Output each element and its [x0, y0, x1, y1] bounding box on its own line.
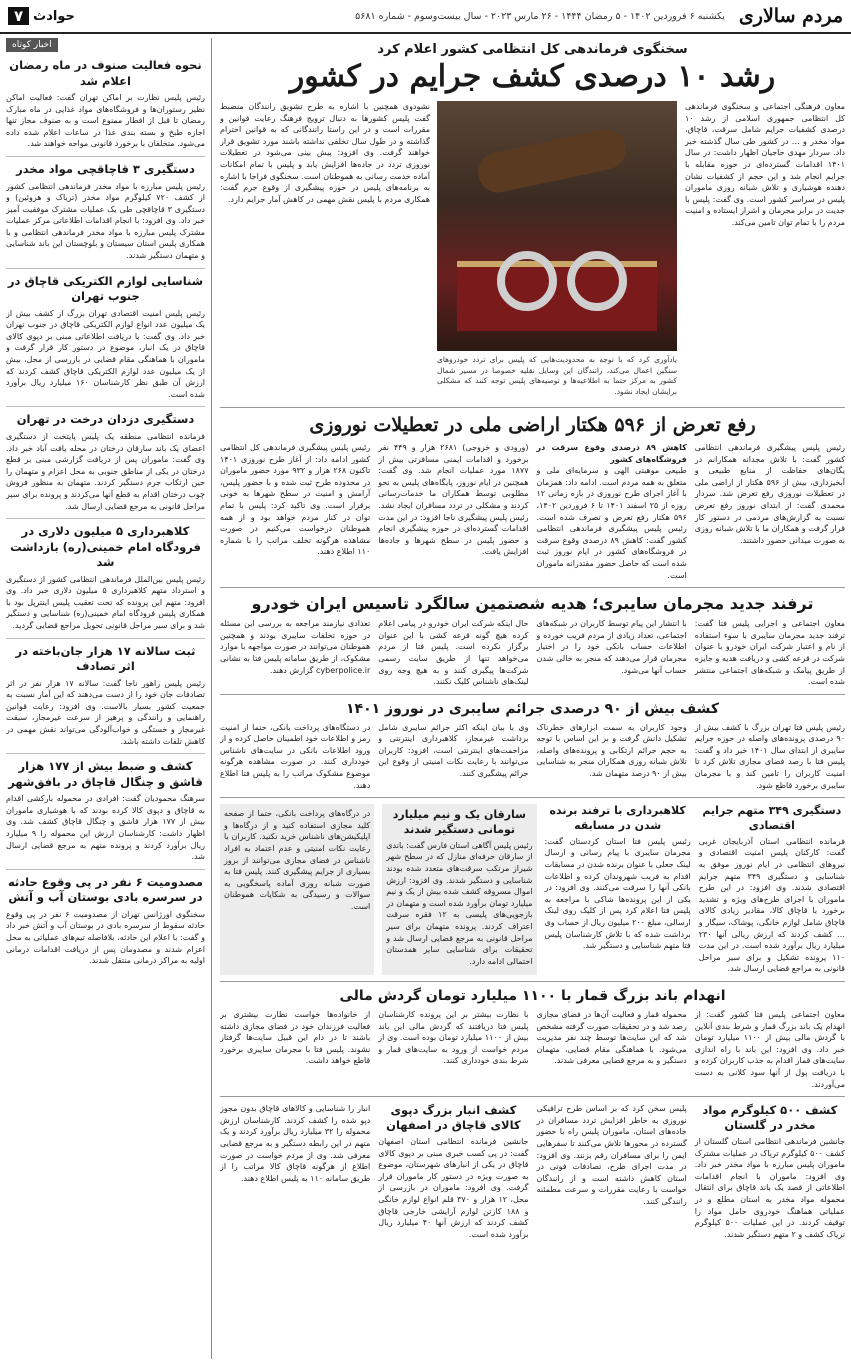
gambling-article	[220, 1009, 845, 1090]
grid-item	[382, 804, 536, 975]
grid-item	[220, 804, 374, 975]
grid-item	[545, 804, 691, 975]
section-label	[8, 7, 75, 25]
crime90-column: در دستگاه‌های پرداخت بانکی، حتما از امنیت رمز و اطلاعات خود اطمینان حاصل کرده و از ورود اطلاعات بانکی در سایت‌های ناشناس خودداری کنند. در صورت مشاهده هرگونه موضوع مشکوک مراتب را به پلیس فتا اطلاع دهند.	[220, 722, 371, 790]
divider	[6, 518, 205, 519]
land-article	[220, 442, 845, 581]
sidebar-item-title: کلاهبرداری ۵ میلیون دلاری در فرودگاه امام خمینی(ره) بازداشت شد	[10, 524, 201, 570]
grid-item-body: فرمانده انتظامی استان آذربایجان غربی گفت: کارکنان پلیس امنیت اقتصادی و نیروهای انتظامی در ایام نوروز موفق به شناسایی و دستگیری ۳۴۹ متهم جرایم اقتصادی شدند. وی افزود: در این طرح ماموران با اجرای طرح‌های ویژه و تشدید برخورد با قاچاق کالا، مقادیر زیادی کالای قاچاق شامل لوازم خانگی، پوشاک، سیگار و … کشف کردند که ارزش ریالی آنها ۲۳۰ میلیارد ریال برآورد شده است. در این مدت ۱۱۰ پرونده تشکیل و برای سیر مراحل قانونی به مراجع قضایی ارسال شد.	[698, 836, 845, 974]
grid-item	[699, 804, 845, 975]
book-icon	[457, 261, 657, 331]
gavel-icon	[474, 126, 629, 196]
gambling-column: با نظارت بیشتر بر این پرونده کارشناسان پلیس فتا دریافتند که گردش مالی این باند بیش از ۱۱۰۰ میلیارد تومان بوده است. وی از مردم خواست از ورود به سایت‌های قمار و شرط بندی خودداری کنند.	[378, 1009, 529, 1066]
sidebar-item-title: مصدومیت ۶ نفر در پی وقوع حادثه در سرسره بادی بوستان آب و آتش	[7, 874, 204, 905]
sidebar-item-title: ثبت سالانه ۱۷ هزار جان‌باخته در اثر تصادف	[15, 643, 196, 674]
main-content	[220, 38, 845, 1359]
crime90-column: رئیس پلیس فتا تهران بزرگ با کشف بیش از ۹۰ درصدی پرونده‌های واصله در حوزه جرایم سایبری از ابتدای سال ۱۴۰۱ خبر داد و گفت: پلیس فتا با رصد فضای مجازی تلاش کرد تا امنیت کاربران را تامین کند و با مجرمان سایبری برخورد قاطع شود.	[694, 722, 845, 790]
lead-column-1: معاون فرهنگی اجتماعی و سخنگوی فرماندهی کل انتظامی جمهوری اسلامی از رشد ۱۰ درصدی کشفیات جرایم شامل سرقت، قاچاق، مواد مخدر و … در کشور طی سال گذشته خبر داد. سردار مهدی حاجیان اظهار داشت: در سال ۱۴۰۱ اقدامات گسترده‌ای در حوزه مقابله با جرایم انجام شد و این حجم از کشفیات نشان دهنده هوشیاری و تلاش شبانه روزی ماموران پلیس در سراسر کشور است. وی گفت: پلیس با جدیت در برابر مجرمان و اشرار ایستاده و امنیت مردم را با تمام توان تامین می‌کند.	[685, 102, 845, 227]
short-news-grid	[220, 804, 845, 975]
bottom-item-title: کشف ۵۰۰ کیلوگرم مواد مخدر در گلستان	[702, 1103, 838, 1133]
sidebar-item-body: رئیس پلیس نظارت بر اماکن تهران گفت: فعالیت اماکن نظیر رستوران‌ها و فروشگاه‌های مواد غذایی در ماه مبارک رمضان تا قبل از افطار ممنوع است و به صنوف مجاز تنها اجازه طبخ و بسته بندی غذا در ساعات اعلام شده داده می‌شود. متخلفان با برخورد قانونی مواجه خواهند شد.	[6, 93, 205, 149]
land-subhead: کاهش ۸۹ درصدی وقوع سرقت در فروشگاه‌های کشور	[536, 443, 687, 464]
bottom-item	[378, 1103, 528, 1240]
sidebar-item	[6, 162, 205, 262]
divider	[220, 1096, 845, 1097]
cyber-headline: ترفند جدید مجرمان سایبری؛ هدیه شصتمین سالگرد تاسیس ایران خودرو	[251, 594, 814, 614]
lead-column-3: نشودوی همچنین با اشاره به طرح تشویق رانندگان منضبط گفت پلیس کشورها به دنبال ترویج فرهنگ رعایت قوانین و مقررات است و در این راستا رانندگانی که به قوانین احترام گذاشته و در طول سال تخلفی نداشته باشند مورد تشویق قرار خواهند گرفت. وی افزود: پیش بینی می‌شود در تعطیلات نوروزی تردد در جاده‌ها افزایش یابد و پلیس با تمام امکانات آماده خدمت رسانی به هموطنان است. سخنگوی فراجا با اشاره به برنامه‌های پلیس در حوزه پیشگیری از وقوع جرم گفت: همکاری مردم با پلیس نقش مهمی در کاهش آمار جرایم دارد.	[220, 102, 430, 204]
bottom-news-row	[220, 1103, 845, 1240]
crime90-article	[220, 722, 845, 792]
sidebar-item	[6, 58, 205, 150]
sidebar-item-body: سرهنگ محمودیان گفت: افرادی در محموله بارکشی اقدام به قاچاق و دپوی کالا کرده بودند که با هوشیاری ماموران بیش از ۱۷۷ هزار قاشق و چنگال قاچاق کشف شد. وی اظهار داشت: کارشناسان ارزش این محموله را ۹ میلیارد ریال برآورد کردند و پرونده متهم به مرجع قضایی ارسال شد.	[6, 794, 205, 862]
page-number: ۷	[8, 7, 29, 25]
divider	[6, 638, 205, 639]
divider	[6, 753, 205, 754]
sidebar-item-body: رئیس پلیس امنیت اقتصادی تهران بزرگ از کشف بیش از یک میلیون عدد انواع لوازم الکتریکی قاچاق در جنوب تهران خبر داد. وی گفت: با دریافت اطلاعاتی مبنی بر دپوی کالای قاچاق در یک انبار، موضوع در دستور کار قرار گرفت و ماموران با هماهنگی مقام قضایی در بازرسی از محل، بیش از یک میلیون عدد لوازم الکتریکی قاچاق کشف کردند که ارزش آن طبق نظر کارشناسان ۱۶۰ میلیارد ریال برآورد شده است.	[6, 308, 205, 399]
sidebar-item-title: شناسایی لوازم الکتریکی قاچاق در جنوب تهران	[7, 273, 204, 304]
sidebar-item-body: فرمانده انتظامی منطقه یک پلیس پایتخت از دستگیری اعضای یک باند سارقان درختان در محله یافت آباد خبر داد. وی گفت: ماموران پس از دریافت گزارشی مبنی بر قطع درختان در یکی از مناطق جنوبی به محل اعزام و متهمان را حین ارتکاب جرم دستگیر کردند. متهمان به منظور فروش چوب درختان اقدام به قطع آنها می‌کردند و پرونده برای سیر مراحل قانونی به مرجع قضایی ارسال شد.	[6, 431, 205, 511]
crime90-column: وی با بیان اینکه اکثر جرائم سایبری شامل برداشت غیرمجاز، کلاهبرداری اینترنتی و مزاحمت‌های اینترنتی است، افزود: کاربران می‌توانند با رعایت نکات امنیتی از وقوع این جرائم پیشگیری کنند.	[378, 722, 529, 779]
lead-kicker: سخنگوی فرماندهی کل انتظامی کشور اعلام کرد	[377, 42, 688, 57]
divider	[6, 156, 205, 157]
sidebar-item-body: رئیس پلیس مبارزه با مواد مخدر فرماندهی انتظامی کشور از کشف ۷۲۰ کیلوگرم مواد مخدر (تریاک و هروئین) و دستگیری ۳ قاچاقچی طی یک عملیات مشترک موفقیت آمیز خبر داد. وی افزود: با انجام اقدامات اطلاعاتی مرکز عملیات مشترک پلیس مبارزه با مواد مخدر فرماندهی انتظامی و با همکاری پلیس استان سیستان و بلوچستان این باند شناسایی و متهمان دستگیر شدند.	[6, 181, 205, 261]
lead-article	[220, 101, 845, 401]
bottom-item	[537, 1103, 687, 1240]
land-column: (ورودی و خروجی) ۲۶۸۱ هزار و ۴۴۹ نفر برخورد و اقدامات ایمنی مسافرتی بیش از ۱۸۷۷ مورد عملیات انجام شد. وی گفت: همچنین در ایام نوروز، پایگاه‌های پلیس به نحو مطلوبی توسط همکاران ما خدمات‌رسانی کردند و مشکلی در تردد مسافران ایجاد نشد. رئیس پلیس پیشگیری ناجا افزود: در این مدت اقدامات گسترده‌ای در حوزه پیشگیری انجام و حضور پلیس در سطح شهرها و جاده‌ها افزایش یافت.	[378, 443, 529, 557]
cyber-column: تعدادی نیازمند مراجعه به بررسی این مسئله در حوزه تخلفات سایبری بودند و همچنین هموطنان می‌توانند در صورت مواجهه با موارد مشکوک، از طریق سامانه پلیس فتا به نشانی cyberpolice.ir گزارش دهند.	[220, 619, 371, 675]
lead-headline: رشد ۱۰ درصدی کشف جرایم در کشور	[289, 59, 776, 94]
gambling-column: محموله قمار و فعالیت آن‌ها در فضای مجازی رصد شد و در تحقیقات صورت گرفته مشخص شد که این سایت‌ها توسط چند نفر مدیریت می‌شود. با هماهنگی مقام قضایی، متهمان دستگیر و به مرجع قضایی معرفی شدند.	[536, 1009, 687, 1066]
sidebar-item	[6, 274, 205, 401]
divider	[220, 407, 845, 408]
land-column: رئیس پلیس پیشگیری فرماندهی انتظامی کشور گفت: با تلاش مجدانه همکارانم در یگان‌های حفاظت از منابع طبیعی و آبخیزداری، بیش از ۵۹۶ هکتار از اراضی ملی در تعطیلات نوروزی رفع تعرض شد. سردار محمدی گفت: از ابتدای نوروز رفع تعرض نسبت به گزارش‌های مردمی در دستور کار قرار گرفت و همکاران ما با تلاش شبانه روزی به صورت میدانی حضور داشتند.	[694, 443, 845, 545]
sidebar-item-title: نحوه فعالیت صنوف در ماه رمضان اعلام شد	[9, 58, 202, 88]
divider	[220, 587, 845, 588]
cyber-column: معاون اجتماعی و اجرایی پلیس فتا گفت: ترفند جدید مجرمان سایبری با سوء استفاده از نام و اعتبار شرکت ایران خودرو با عنوان شرکت در قرعه کشی و دریافت هدیه و جایزه از طریق پیامک و شبکه‌های اجتماعی منتشر شده است.	[694, 619, 845, 687]
gambling-column: از خانواده‌ها خواست نظارت بیشتری بر فعالیت فرزندان خود در فضای مجازی داشته باشند تا در دام این قبیل سایت‌ها گرفتار نشوند. پلیس فتا با مجرمان سایبری برخورد قاطع خواهد داشت.	[220, 1009, 371, 1066]
divider	[220, 694, 845, 695]
bottom-item	[695, 1103, 845, 1240]
sidebar-item	[6, 875, 205, 967]
bottom-item-body: پلیس سخن کرد که بر اساس طرح ترافیکی نوروزی به خاطر افزایش تردد مسافران در جاده‌های استان، ماموران پلیس راه با حضور گسترده در محورها تلاش می‌کنند تا سفرهایی ایمن را برای مسافران رقم بزنند. وی افزود: در مدت اجرای طرح، تصادفات فوتی در استان کاهش داشته است و از رانندگان خواست با رعایت مقررات و سرعت مطمئنه رانندگی کنند.	[536, 1104, 687, 1206]
divider	[6, 869, 205, 870]
section-name: حوادث	[33, 8, 75, 24]
sidebar-item-title: دستگیری دزدان درخت در تهران	[16, 412, 195, 427]
grid-item-body: در درگاه‌های پرداخت بانکی، حتما از صفحه کلید مجازی استفاده کنید و از درگاه‌ها و اپلیکیشن‌های ناشناس خرید نکنید. کاربران با رعایت نکات امنیتی و عدم اعتماد به افراد ناشناس در فضای مجازی می‌توانند از بروز بسیاری از جرایم پیشگیری کنند. پلیس فتا به صورت شبانه روزی آماده پاسخگویی به سوالات و رسیدگی به شکایات هموطنان است.	[224, 809, 371, 911]
sidebar-item-body: رئیس پلیس راهور ناجا گفت: سالانه ۱۷ هزار نفر در اثر تصادفات جان خود را از دست می‌دهند که این آمار نسبت به جمعیت کشور بسیار بالاست. وی افزود: رعایت قوانین راهنمایی و رانندگی و پرهیز از سرعت غیرمجاز، سبقت غیرمجاز و خستگی و خواب‌آلودگی می‌تواند نقش مهمی در کاهش تلفات داشته باشد.	[6, 678, 206, 746]
sidebar-item-title: کشف و ضبط بیش از ۱۷۷ هزار قاشق و چنگال قاچاق در بافق‌شهر	[8, 759, 203, 789]
bottom-item-body: انبار را شناسایی و کالاهای قاچاق بدون مجوز دپو شده را کشف کردند. کارشناسان ارزش محموله را ۳۲ میلیارد ریال برآورد کردند و یک متهم در این رابطه دستگیر و به مرجع قضایی معرفی شد. وی از مردم خواست در صورت اطلاع از هرگونه قاچاق کالا مراتب را از طریق سامانه ۱۱۰ به پلیس اطلاع دهند.	[220, 1104, 371, 1183]
lead-photo-gavel-handcuffs	[437, 101, 677, 351]
land-column-text: طبیعی موهبتی الهی و سرمایه‌ای ملی و متعلق به همه مردم است. ادامه داد: همزمان با آغاز اجرای طرح نوروزی در بازه زمانی ۱۲ روزه از ۲۵ اسفند ۱۴۰۱ تا ۶ فروردین ۱۴۰۲، ۵۹۶ هکتار رفع تعرض و تصرف شده است. رئیس پلیس پیشگیری فرماندهی انتظامی کشور گفت: کاهش ۸۹ درصدی وقوع سرقت در فروشگاه‌های کشور در ایام نوروز ثبت شده است که حاصل حضور مقتدرانه ماموران است.	[536, 466, 687, 580]
cyber-column: با انتشار این پیام توسط کاربران در شبکه‌های اجتماعی، تعداد زیادی از مردم فریب خورده و اطلاعات حساب بانکی خود را در اختیار مجرمان قرار می‌دهند که منجر به خالی شدن حساب آنها می‌شود.	[536, 619, 687, 675]
sidebar-item-body: رئیس پلیس بین‌الملل فرماندهی انتظامی کشور از دستگیری و استرداد متهم کلاهبرداری ۵ میلیون دلاری خبر داد. وی افزود: متهم این پرونده که تحت تعقیب پلیس اینترپل بود با همکاری پلیس فرودگاه امام خمینی(ره) شناسایی و دستگیر شد و برای سیر مراحل قانونی تحویل مراجع قضایی گردید.	[6, 574, 205, 631]
grid-item-body: رئیس پلیس آگاهی استان فارس گفت: باندی از سارقان حرفه‌ای منازل که در سطح شهر شیراز مرتکب سرقت‌های متعدد شده بودند شناسایی و دستگیر شدند. وی افزود: ارزش اموال مسروقه کشف شده بیش از یک و نیم میلیارد تومان برآورد شده است و متهمان در بازجویی‌های پلیسی به ۱۲ فقره سرقت اعتراف کردند. پرونده متهمان برای سیر مراحل قانونی به مرجع قضایی ارسال شد و تحقیقات برای شناسایی سایر همدستان احتمالی ادامه دارد.	[386, 840, 533, 966]
sidebar-item-title: دستگیری ۳ قاچاقچی مواد مخدر	[16, 162, 195, 176]
land-column: رئیس پلیس پیشگیری فرماندهی کل انتظامی کشور ادامه داد: از آغاز طرح نوروزی ۱۴۰۱ تاکنون ۲۶۸ هزار و ۹۳۲ مورد حضور ماموران در محدوده طرح ثبت شده و با حضور پلیس، آرامش و امنیت در سطح شهرها به خوبی برقرار است. وی تاکید کرد: پلیس با تمام توان در کنار مردم خواهد بود و از همه هموطنان درخواست می‌کنیم در صورت مشاهده هرگونه تخلف مراتب را با شماره ۱۱۰ اطلاع دهند.	[220, 443, 371, 557]
sidebar-item-body: سخنگوی اورژانس تهران از مصدومیت ۶ نفر در پی وقوع حادثه سقوط از سرسره بادی در بوستان آب و آتش خبر داد و گفت: با اعلام این حادثه، بلافاصله تیم‌های عملیاتی به محل اعزام شدند و مصدومان پس از دریافت اقدامات درمانی اولیه به مراکز درمانی منتقل شدند.	[6, 909, 205, 966]
divider	[6, 406, 205, 407]
lead-photo-caption: یادآوری کرد که با توجه به محدودیت‌هایی که پلیس برای تردد خودروهای سنگین اعمال می‌کند، رانندگان این وسایل نقلیه خصوصا در مسیر شمال کشور به مرکز حتما به اطلاعیه‌ها و توصیه‌های پلیس توجه کنند که مشکلی برایشان ایجاد نشود.	[437, 355, 677, 396]
masthead	[0, 0, 851, 34]
handcuff-icon	[497, 251, 557, 311]
sidebar-item	[6, 759, 205, 863]
divider	[220, 981, 845, 982]
bottom-item-body: جانشین فرمانده انتظامی استان اصفهان گفت: در پی کسب خبری مبنی بر دپوی کالای قاچاق در یکی از انبارهای شهرستان، موضوع به صورت ویژه در دستور کار ماموران قرار گرفت. وی افزود: ماموران در بازرسی از محل، ۱۲ هزار و ۳۷۰ قلم انواع لوازم خانگی و ۱۸۸ کارتن لوازم آرایشی خارجی قاچاق کشف کردند که ارزش آنها ۴۰ میلیارد ریال برآورد شده است.	[378, 1137, 529, 1239]
divider	[6, 268, 205, 269]
grid-item-title: کلاهبرداری با ترفند برنده شدن در مسابقه	[549, 804, 686, 832]
cyber-column: حال اینکه شرکت ایران خودرو در پیامی اعلام کرده هیچ گونه قرعه کشی با این عنوان برگزار نکرده است. پلیس فتا از مردم می‌خواهد تنها از طریق سایت رسمی شرکت‌ها پیگیری کنند و به هیچ وجه روی لینک‌های ناشناس کلیک نکنند.	[378, 619, 529, 687]
sidebar-item	[6, 524, 205, 632]
bottom-item-title: کشف انبار بزرگ دپوی کالای قاچاق در اصفهان	[386, 1103, 521, 1133]
cyber-article	[220, 618, 845, 688]
grid-item-title: سارقان یک و نیم میلیارد تومانی دستگیر شدند	[392, 808, 526, 836]
divider	[220, 797, 845, 798]
sidebar-tag: اخبار کوتاه	[6, 38, 58, 52]
gambling-column: معاون اجتماعی پلیس فتا کشور گفت: از انهدام یک باند بزرگ قمار و شرط بندی آنلاین با گردش مالی بیش از ۱۱۰۰ میلیارد تومان خبر داد. وی افزود: این باند با راه اندازی سایت‌های قمار اقدام به جذب کاربران کرده و با دریافت پول از آنها سود کلانی به دست می‌آوردند.	[694, 1009, 845, 1089]
crime90-headline: کشف بیش از ۹۰ درصدی جرائم سایبری در نوروز ۱۴۰۱	[346, 700, 719, 717]
grid-item-title: دستگیری ۳۴۹ متهم جرایم اقتصادی	[702, 804, 842, 832]
bottom-item-body: جانشین فرماندهی انتظامی استان گلستان از کشف ۵۰۰ کیلوگرم تریاک در عملیات مشترک ماموران پلیس مبارزه با مواد مخدر خبر داد. وی افزود: ماموران با انجام اقدامات اطلاعاتی از قصد یک باند قاچاق برای انتقال محموله مواد مخدر به استان مطلع و در عملیاتی هماهنگ خودروی حامل مواد را توقیف کردند. در این عملیات ۵۰۰ کیلوگرم تریاک کشف و ۲ متهم دستگیر شدند.	[694, 1137, 845, 1239]
short-news-sidebar	[6, 38, 212, 1359]
grid-item-body: رئیس پلیس فتا استان کردستان گفت: مجرمان سایبری با پیام رسانی و ارسال لینک جعلی با عنوان برنده شدن در مسابقات اقدام به فریب شهروندان کرده و اطلاعات بانکی آنها را سرقت می‌کنند. وی افزود: در یکی از این پرونده‌ها شاکی با مراجعه به پلیس فتا اعلام کرد پس از کلیک روی لینک ارسالی، مبلغ ۲۰۰ میلیون ریال از حساب وی برداشت شده که با تلاش کارشناسان پلیس فتا متهم شناسایی و دستگیر شد.	[544, 836, 691, 951]
sidebar-item	[6, 644, 205, 748]
bottom-item	[220, 1103, 370, 1240]
dateline: یکشنبه ۶ فروردین ۱۴۰۲ - ۵ رمضان ۱۴۴۴ - ۲۶ مارس ۲۰۲۳ - سال بیست‌وسوم - شماره ۵۶۸۱	[355, 10, 725, 22]
crime90-column: وجود کاربران به سمت ابزارهای خطرناک تشکیل دانش گرفت و بر این اساس با توجه به حجم جرائم ارتکابی و پرونده‌های واصله، تلاش شبانه روزی همکاران منجر به شناسایی بیش از ۹۰ درصد متهمان شد.	[536, 722, 687, 779]
gambling-headline: انهدام باند بزرگ قمار با ۱۱۰۰ میلیارد تومان گردش مالی	[339, 987, 726, 1004]
newspaper-logo: مردم سالاری	[738, 5, 843, 27]
sidebar-item	[6, 412, 205, 512]
handcuff-icon	[567, 251, 627, 311]
land-headline: رفع تعرض از ۵۹۶ هکتار اراضی ملی در تعطیلات نوروزی	[309, 414, 756, 436]
land-column	[537, 442, 687, 581]
